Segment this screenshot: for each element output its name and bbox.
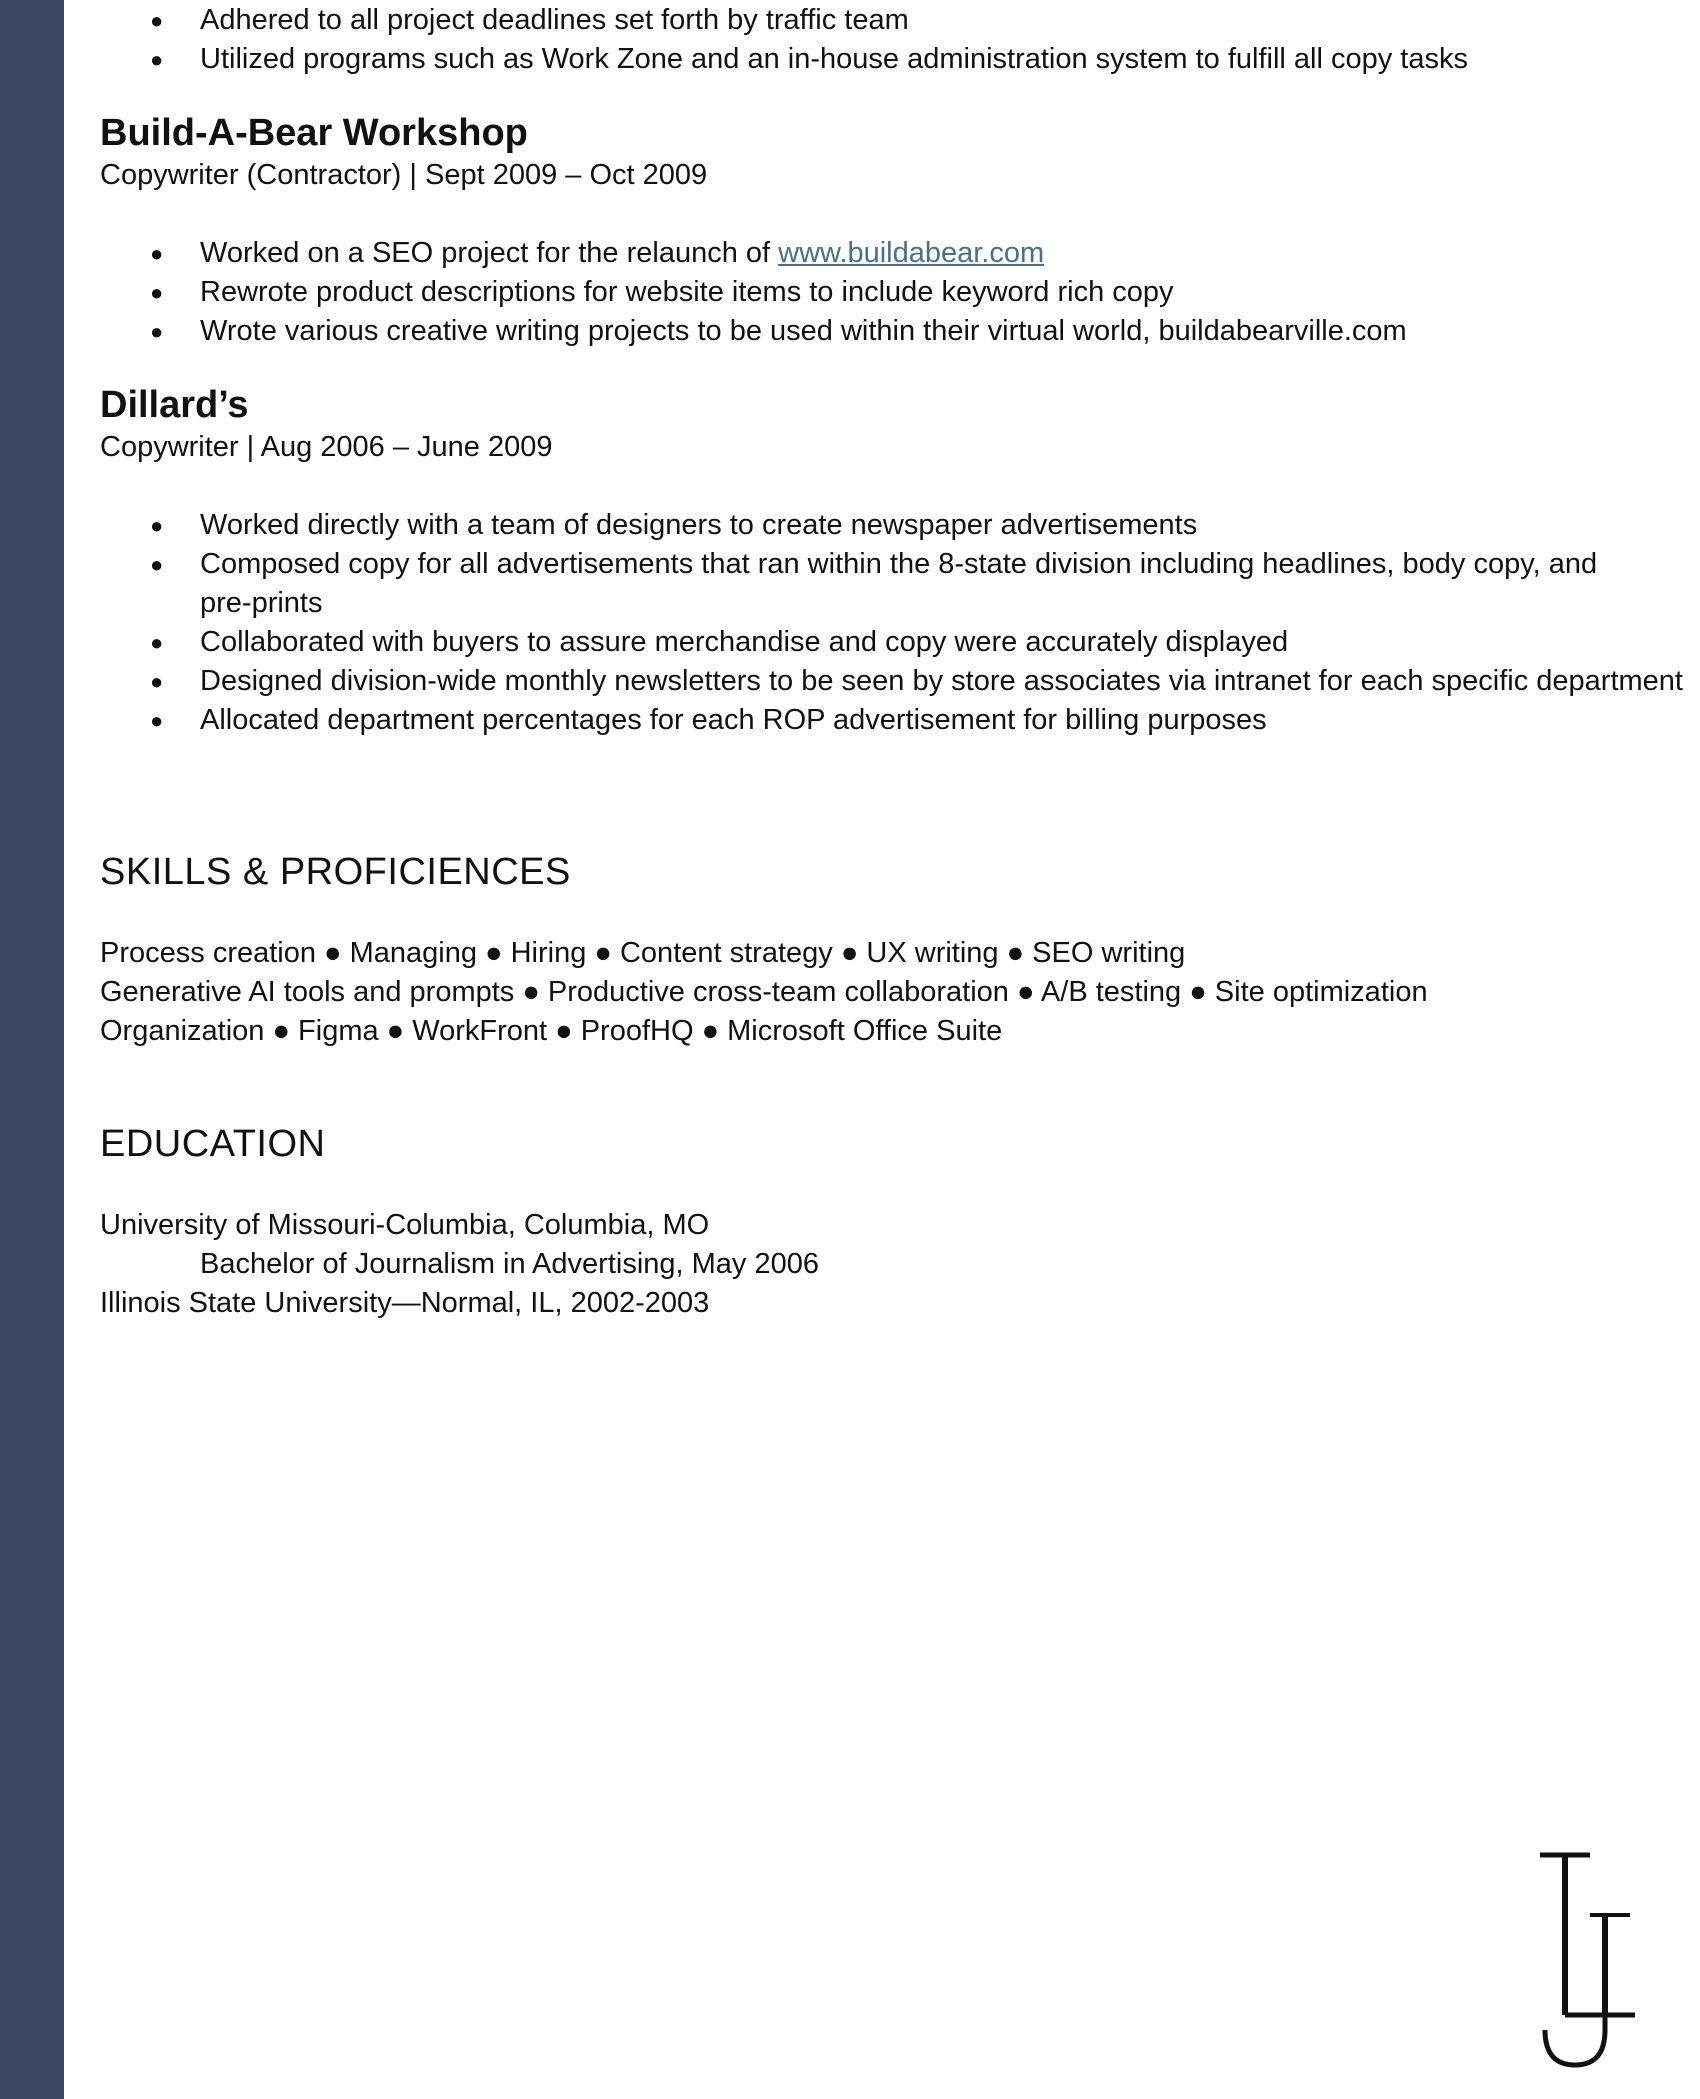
skills-line: Organization ● Figma ● WorkFront ● ProofHQ ● Microsoft Office Suite: [100, 1015, 1003, 1047]
list-item: ● Rewrote product descriptions for website items to include keyword rich copy: [100, 273, 1700, 312]
job-company: Dillard’s: [100, 384, 249, 426]
job-company: Build-A-Bear Workshop: [100, 112, 528, 154]
bullet-icon: ●: [150, 552, 164, 577]
list-item: ● Adhered to all project deadlines set forth by traffic team: [100, 1, 1700, 40]
buildabear-link[interactable]: www.buildabear.com: [778, 237, 1045, 269]
list-item: ● Worked directly with a team of designers to create newspaper advertisements: [100, 506, 1700, 545]
bullet-icon: ●: [150, 669, 164, 694]
skills-line: Process creation ● Managing ● Hiring ● Content strategy ● UX writing ● SEO writing: [100, 937, 1186, 969]
education-degree: Bachelor of Journalism in Advertising, May 2006: [200, 1248, 819, 1280]
job-meta: Copywriter (Contractor) | Sept 2009 – Oct 2009: [100, 159, 708, 191]
list-item: ● Composed copy for all advertisements that ran within the 8-state division including headlines, body copy, and pre-prints: [100, 545, 1640, 623]
education-school: University of Missouri-Columbia, Columbia, MO: [100, 1209, 710, 1241]
bullet-icon: ●: [150, 47, 164, 72]
education-heading: EDUCATION: [100, 1123, 326, 1165]
bullet-icon: ●: [150, 630, 164, 655]
list-item: ● Designed division-wide monthly newsletters to be seen by store associates via intranet for each specific department: [100, 662, 1700, 701]
list-item: ● Collaborated with buyers to assure merchandise and copy were accurately displayed: [100, 623, 1700, 662]
education-school: Illinois State University—Normal, IL, 2002-2003: [100, 1287, 710, 1319]
skills-heading: SKILLS & PROFICIENCES: [100, 851, 571, 893]
bullet-icon: ●: [150, 8, 164, 33]
bullet-icon: ●: [150, 319, 164, 344]
list-item: ● Utilized programs such as Work Zone and an in-house administration system to fulfill all copy tasks: [100, 40, 1700, 79]
job-bullets: [100, 506, 1700, 740]
bullet-icon: ●: [150, 513, 164, 538]
list-item: ● Wrote various creative writing projects to be used within their virtual world, buildabearville.com: [100, 312, 1700, 351]
previous-job-bullets: [100, 1, 1700, 79]
list-item: ● Allocated department percentages for each ROP advertisement for billing purposes: [100, 701, 1700, 740]
sidebar-stripe: [0, 0, 64, 2099]
list-item: ● Worked on a SEO project for the relaunch of www.buildabear.com: [100, 234, 1700, 273]
bullet-icon: ●: [150, 708, 164, 733]
bullet-icon: ●: [150, 280, 164, 305]
job-bullets: [100, 234, 1700, 351]
lj-monogram-icon: [1520, 1850, 1640, 2070]
bullet-icon: ●: [150, 241, 164, 266]
job-meta: Copywriter | Aug 2006 – June 2009: [100, 431, 553, 463]
skills-line: Generative AI tools and prompts ● Productive cross-team collaboration ● A/B testing ● Site optimization: [100, 976, 1428, 1008]
